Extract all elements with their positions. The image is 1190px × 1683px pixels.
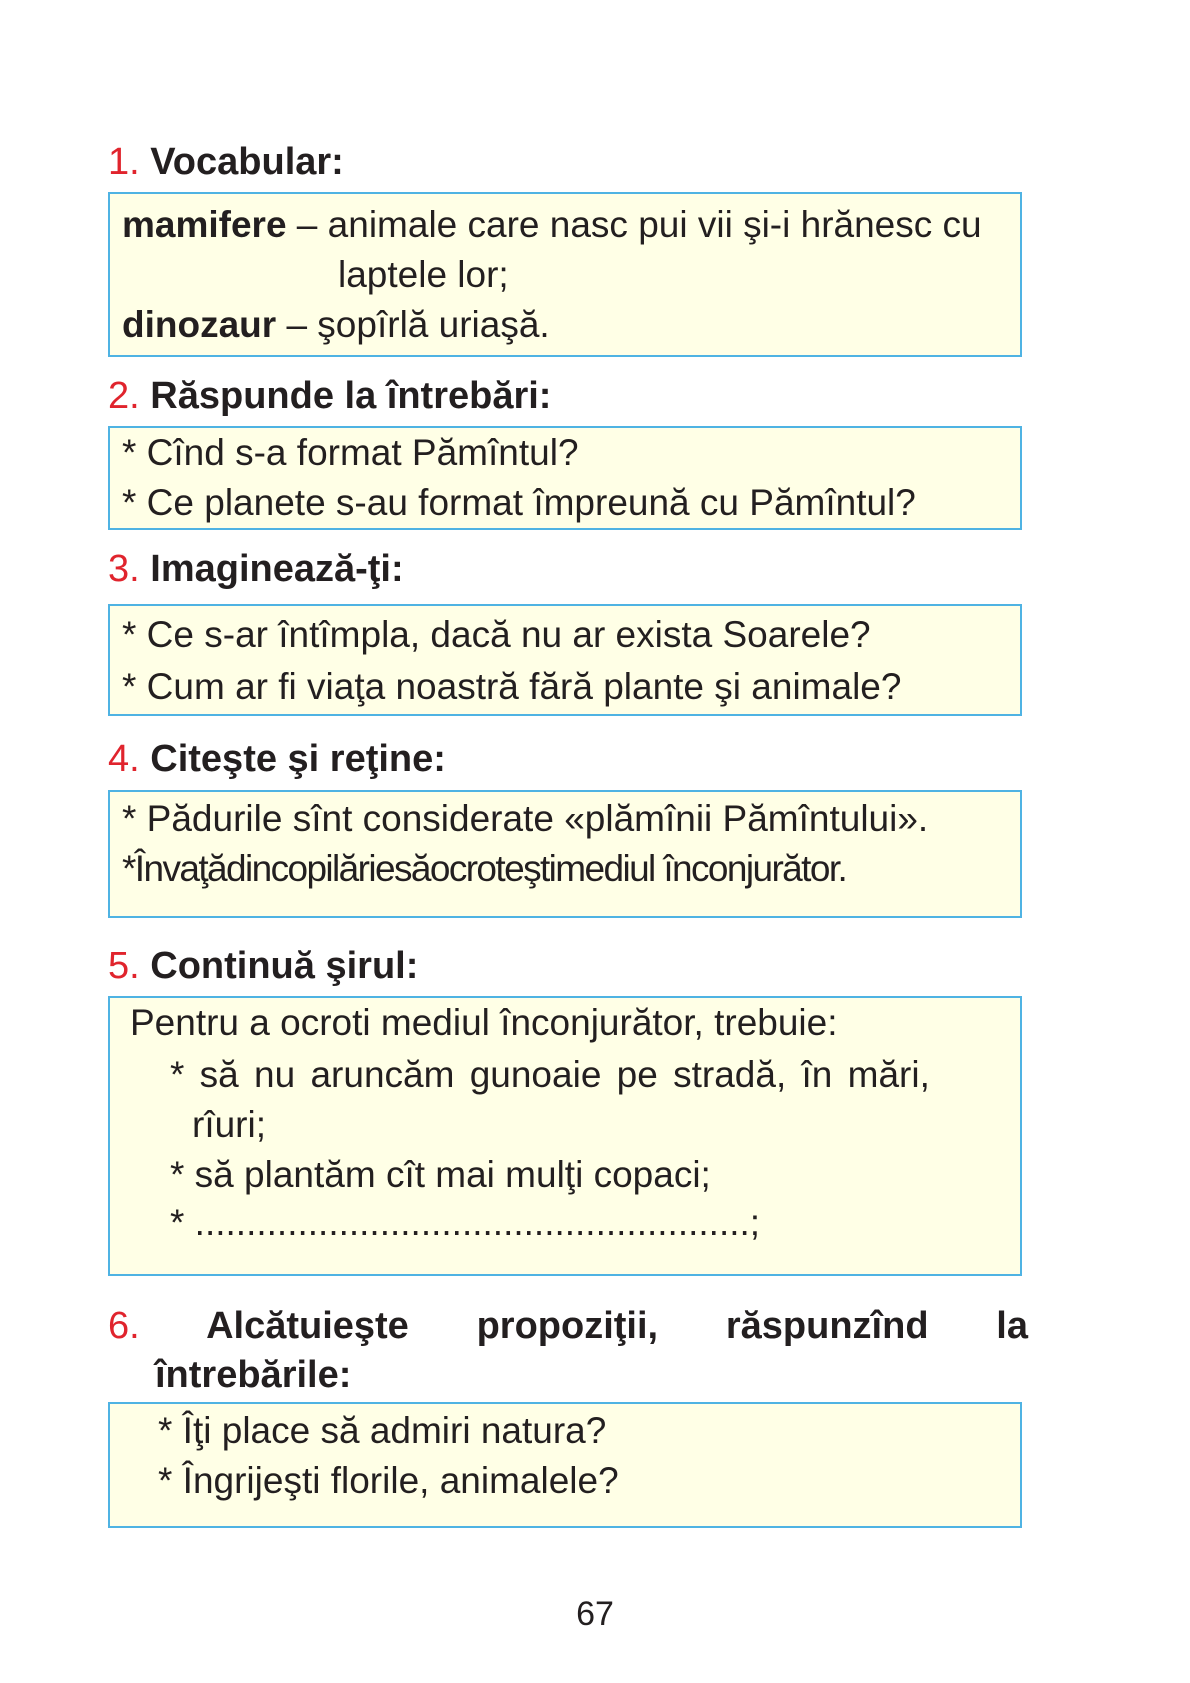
section-title: Alcătuieşte propoziţii, răspunzînd la [206,1305,1028,1347]
section-1-heading [108,139,1028,185]
section-title: Răspunde la întrebări: [150,375,552,417]
section-title: Imaginează-ţi: [150,548,404,590]
section-title: Continuă şirul: [150,945,419,987]
section-6-heading [108,1303,1028,1349]
imagine-box [108,604,1022,716]
vocabulary-box [108,192,1022,357]
question-item: * Ce s-ar întîmpla, dacă nu ar exista Soarele? [122,614,871,655]
question-item: * Îţi place să admiri natura? [158,1410,607,1451]
read-and-remember-box [108,790,1022,918]
section-3-heading [108,546,1028,592]
section-title: Vocabular: [150,141,344,183]
question-item: * Îngrijeşti florile, animalele? [158,1460,619,1501]
list-item-continued: rîuri; [192,1104,266,1145]
compose-sentences-box [108,1402,1022,1528]
vocabulary-definition: – animale care nasc pui vii şi-i hrănesc cu [286,204,982,245]
section-5-heading [108,943,1028,989]
vocabulary-entry [122,200,982,250]
fill-in-item: * ......................................................; [170,1202,761,1243]
page-number: 67 [576,1595,614,1633]
section-2-heading [108,373,1028,419]
list-item: * să plantăm cît mai mulţi copaci; [170,1154,711,1195]
vocabulary-term: dinozaur [122,304,277,345]
section-title-continued: întrebările: [155,1354,352,1396]
question-item: * Cum ar fi viaţa noastră fără plante şi animale? [122,666,902,707]
section-number: 4. [108,738,140,780]
vocabulary-term: mamifere [122,204,287,245]
section-number: 6. [108,1305,140,1347]
vocabulary-definition-continued: laptele lor; [338,254,509,295]
list-intro: Pentru a ocroti mediul înconjurător, trebuie: [130,1002,838,1043]
section-number: 2. [108,375,140,417]
section-number: 3. [108,548,140,590]
note-item: *Învaţădincopilăriesăocroteştimediul înconjurător. [122,848,847,889]
section-title: Citeşte şi reţine: [150,738,446,780]
continue-list-box [108,996,1022,1276]
section-number: 1. [108,141,140,183]
vocabulary-definition: – şopîrlă uriaşă. [276,304,550,345]
list-item: * să nu aruncăm gunoaie pe stradă, în mări, [170,1054,930,1095]
question-item: * Cînd s-a format Pămîntul? [122,432,579,473]
section-number: 5. [108,945,140,987]
questions-box [108,426,1022,530]
question-item: * Ce planete s-au format împreună cu Pămîntul? [122,482,916,523]
note-item: * Pădurile sînt considerate «plămînii Pămîntului». [122,798,929,839]
section-4-heading [108,736,1028,782]
vocabulary-entry [122,300,550,350]
